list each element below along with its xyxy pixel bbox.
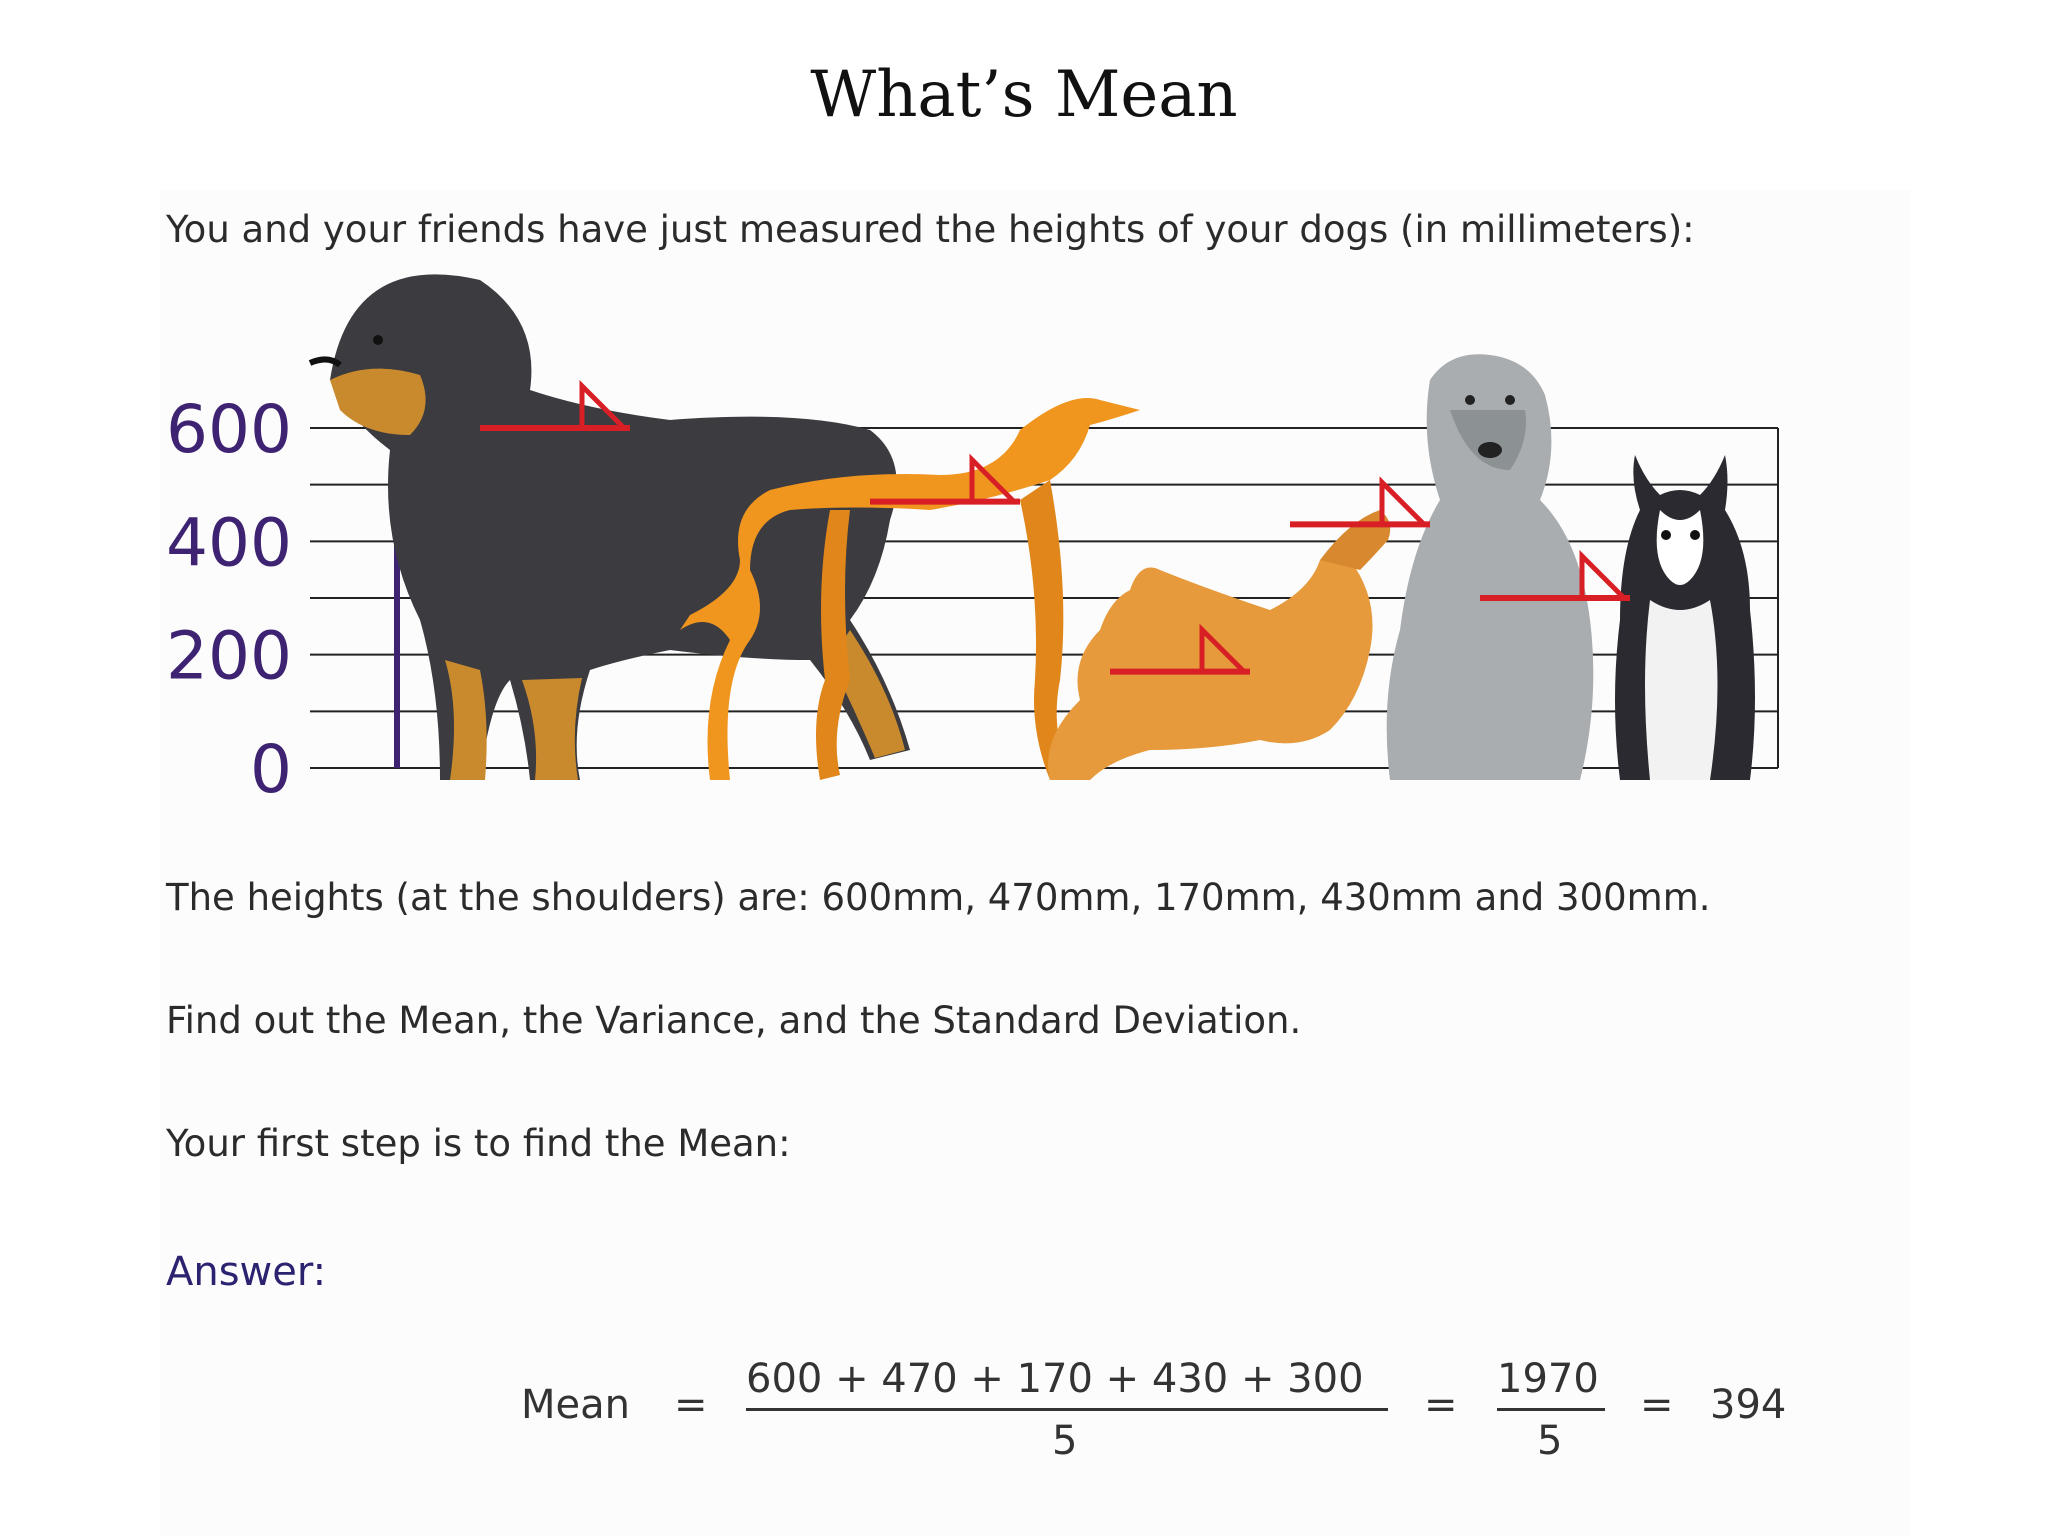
y-tick-label: 200 [166, 617, 292, 695]
heights-text: The heights (at the shoulders) are: 600mm, 470mm, 170mm, 430mm and 300mm. [166, 876, 1711, 919]
denominator: 5 [1052, 1418, 1078, 1464]
fraction-line [746, 1408, 1388, 1411]
step-text: Your first step is to find the Mean: [166, 1122, 791, 1165]
height-marker-triangle [1582, 556, 1624, 598]
equals-sign-3: = [1640, 1382, 1674, 1428]
y-tick-label: 400 [166, 504, 292, 582]
fraction-line-2 [1497, 1408, 1605, 1411]
dog-height-chart [150, 260, 1800, 800]
task-text: Find out the Mean, the Variance, and the Standard Deviation. [166, 999, 1302, 1042]
numerator: 600 + 470 + 170 + 430 + 300 [746, 1356, 1364, 1402]
y-tick-label: 0 [250, 731, 292, 800]
equals-sign-2: = [1424, 1382, 1458, 1428]
numerator-total: 1970 [1497, 1356, 1599, 1402]
answer-label: Answer: [166, 1249, 327, 1295]
page-title: What’s Mean [810, 58, 1238, 132]
dog-boston-terrier [1615, 455, 1755, 780]
y-axis-ticks [166, 391, 292, 800]
height-marker-triangle [1382, 482, 1424, 524]
intro-text: You and your friends have just measured the heights of your dogs (in millimeters): [166, 208, 1695, 251]
denominator-2: 5 [1537, 1418, 1563, 1464]
y-tick-label: 600 [166, 391, 292, 468]
mean-label: Mean [521, 1382, 630, 1428]
equals-sign: = [674, 1382, 708, 1428]
mean-result: 394 [1710, 1382, 1787, 1428]
dog-schnauzer [1387, 354, 1594, 780]
